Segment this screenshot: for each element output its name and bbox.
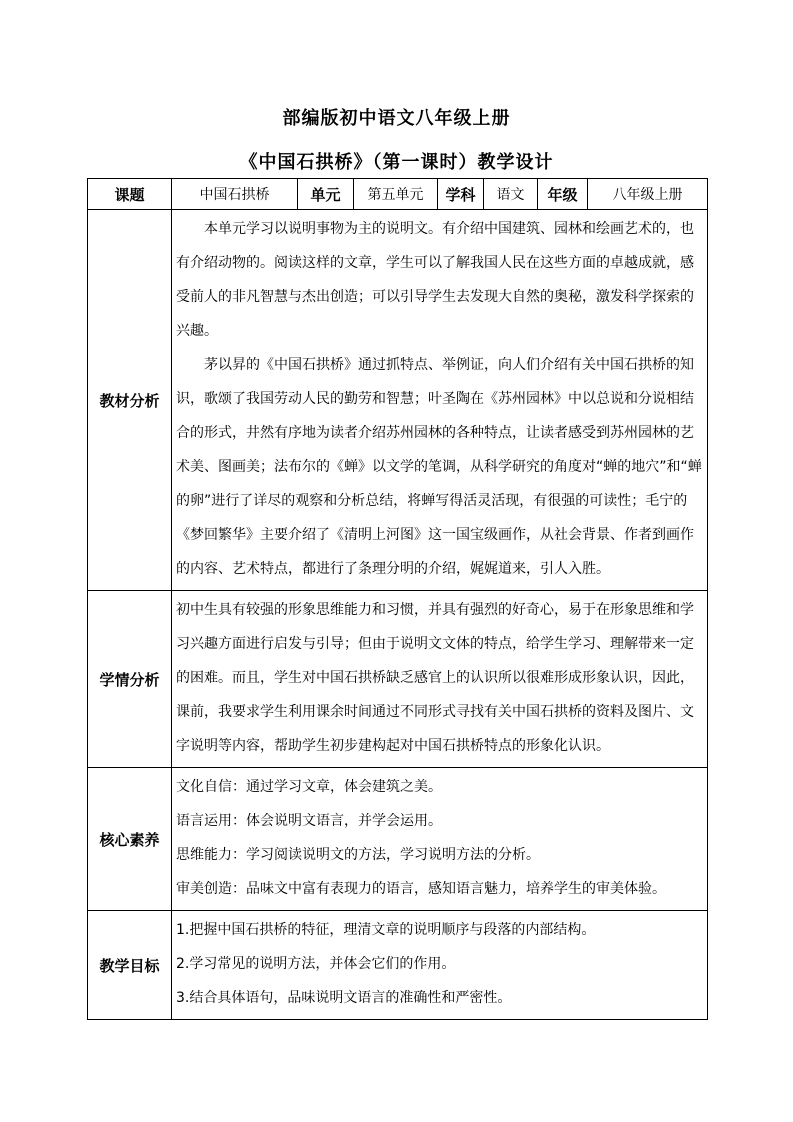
topic-label: 课题 [88,179,172,210]
student-analysis-content [172,591,708,768]
textbook-analysis-content [172,210,708,591]
core-literacy-label: 核心素养 [88,768,172,911]
textbook-analysis-row [88,210,708,591]
student-analysis-text: 初中生具有较强的形象思维能力和习惯，并具有强烈的好奇心，易于在形象思维和学习兴趣方面进行启发与引导；但由于说明文文体的特点，给学生学习、理解带来一定的困难。而且，学生对中国石拱桥缺乏感官上的认识所以很难形成形象认识，因此，课前，我要求学生利用课余时间通过不同形式寻找有关中国石拱桥的资料及图片、文字说明等内容，帮助学生初步建构起对中国石拱桥特点的形象化认识。 [176,602,694,754]
grade-label: 年级 [538,179,588,210]
subject-value: 语文 [484,179,538,210]
literacy-line-2: 语言运用：体会说明文语言，并学会运用。 [176,813,442,829]
grade-value: 八年级上册 [588,179,708,210]
core-literacy-row [88,768,708,911]
literacy-line-1: 文化自信：通过学习文章，体会建筑之美。 [176,779,442,795]
textbook-paragraph-1: 本单元学习以说明事物为主的说明文。有介绍中国建筑、园林和绘画艺术的，也有介绍动物的。阅读这样的文章，学生可以了解我国人民在这些方面的卓越成就，感受前人的非凡智慧与杰出创造；可以引导学生去发现大自然的奥秘，激发科学探索的兴趣。 [176,221,694,339]
lesson-plan-table [87,178,708,1020]
document-subtitle: 《中国石拱桥》（第一课时）教学设计 [239,152,554,173]
unit-value: 第五单元 [354,179,438,210]
textbook-paragraph-2: 茅以昇的《中国石拱桥》通过抓特点、举例证，向人们介绍有关中国石拱桥的知识，歌颂了我国劳动人民的勤劳和智慧；叶圣陶在《苏州园林》中以总说和分说相结合的形式，井然有序地为读者介绍苏州园林的各种特点，让读者感受到苏州园林的艺术美、图画美；法布尔的《蝉》以文学的笔调，从科学研究的角度对“蝉的地穴”和“蝉的卵”进行了详尽的观察和分析总结，将蝉写得活灵活现，有很强的可读性；毛宁的《梦回繁华》主要介绍了《清明上河图》这一国宝级画作，从社会背景、作者到画作的内容、艺术特点，都进行了条理分明的介绍，娓娓道来，引人入胜。 [176,357,702,577]
teaching-goals-content [172,911,708,1020]
literacy-line-4: 审美创造：品味文中富有表现力的语言，感知语言魅力，培养学生的审美体验。 [176,881,666,897]
info-row [88,179,708,210]
subject-label: 学科 [438,179,484,210]
unit-label: 单元 [298,179,354,210]
document-title: 部编版初中语文八年级上册 [282,108,511,129]
topic-value: 中国石拱桥 [172,179,298,210]
core-literacy-content [172,768,708,911]
teaching-goals-row [88,911,708,1020]
goal-line-2: 2.学习常见的说明方法，并体会它们的作用。 [176,956,456,972]
teaching-goals-label: 教学目标 [88,911,172,1020]
student-analysis-label: 学情分析 [88,591,172,768]
goal-line-1: 1.把握中国石拱桥的特征，理清文章的说明顺序与段落的内部结构。 [176,922,596,938]
literacy-line-3: 思维能力：学习阅读说明文的方法，学习说明方法的分析。 [176,847,540,863]
textbook-analysis-label: 教材分析 [88,210,172,591]
goal-line-3: 3.结合具体语句，品味说明文语言的准确性和严密性。 [176,990,512,1006]
student-analysis-row [88,591,708,768]
